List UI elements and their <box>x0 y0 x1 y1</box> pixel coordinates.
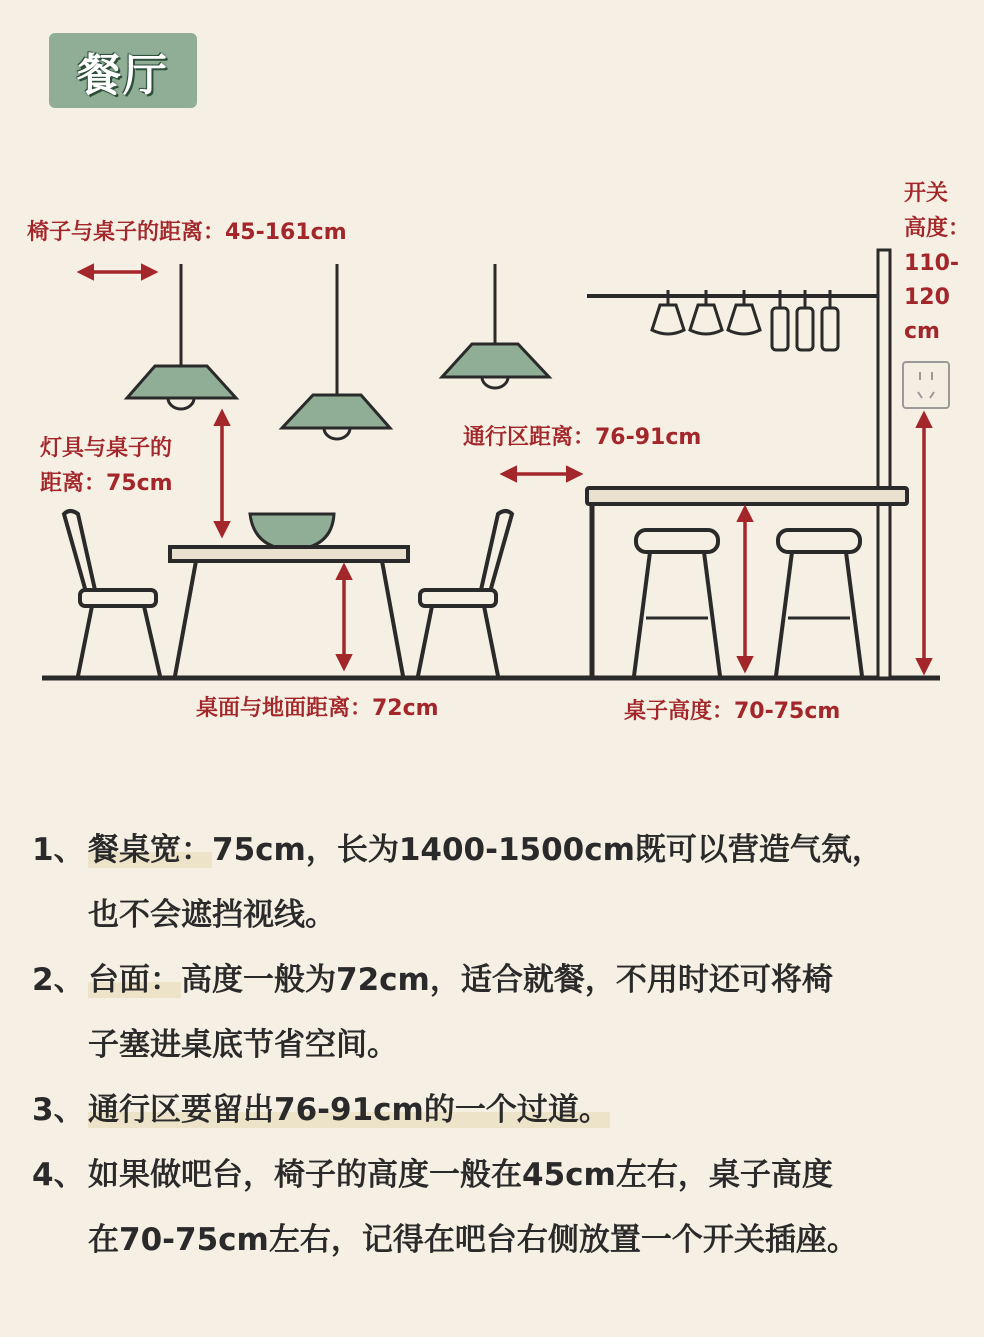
note-text-continued: 也不会遮挡视线。 <box>88 897 336 933</box>
label-table-floor-distance: 桌面与地面距离：72cm <box>196 696 439 721</box>
label-aisle-distance: 通行区距离：76-91cm <box>463 425 702 450</box>
label-switch-height-line3: 110- <box>904 251 960 276</box>
note-text: 75cm，长为1400-1500cm既可以营造气氛， <box>212 832 883 868</box>
dining-table <box>170 547 408 676</box>
note-number: 3、 <box>32 1092 85 1128</box>
note-key: 台面： <box>88 962 181 998</box>
label-switch-height-line1: 开关 <box>904 181 949 206</box>
page-title: 餐厅 <box>77 49 169 101</box>
pendant-lamp-1 <box>127 264 236 409</box>
bar-post <box>878 250 890 678</box>
glass-rack <box>587 290 880 350</box>
note-item-4 <box>32 1143 952 1273</box>
note-number: 4、 <box>32 1157 85 1193</box>
note-text-continued: 在70-75cm左右，记得在吧台右侧放置一个开关插座。 <box>88 1222 858 1258</box>
note-key: 餐桌宽： <box>88 832 212 868</box>
tall-glass <box>797 290 813 350</box>
note-number: 2、 <box>32 962 85 998</box>
wall-socket-icon <box>903 362 949 408</box>
note-item-3 <box>32 1078 952 1143</box>
label-lamp-table-distance-line2: 距离：75cm <box>40 471 173 496</box>
notes-list <box>32 818 952 1273</box>
pendant-lamp-2 <box>282 264 390 439</box>
note-number: 1、 <box>32 832 85 868</box>
label-switch-height-line5: cm <box>904 319 940 344</box>
bar-stool-1 <box>634 530 720 676</box>
note-item-1 <box>32 818 952 948</box>
label-lamp-table-distance-line1: 灯具与桌子的 <box>40 436 173 461</box>
note-text: 高度一般为72cm，适合就餐，不用时还可将椅 <box>181 962 833 998</box>
note-item-2 <box>32 948 952 1078</box>
pendant-lamp-3 <box>442 264 549 388</box>
note-text: 通行区要留出76-91cm的一个过道。 <box>88 1092 610 1128</box>
label-chair-table-distance: 椅子与桌子的距离：45-161cm <box>27 220 347 245</box>
bar-stool-2 <box>776 530 862 676</box>
label-switch-height-line4: 120 <box>904 285 950 310</box>
tall-glass <box>822 290 838 350</box>
bowl <box>250 514 334 550</box>
label-switch-height-line2: 高度： <box>904 216 971 241</box>
chair-left <box>64 511 160 676</box>
tall-glass <box>772 290 788 350</box>
note-text-continued: 子塞进桌底节省空间。 <box>88 1027 398 1063</box>
label-table-height: 桌子高度：70-75cm <box>624 699 841 724</box>
note-text: 如果做吧台，椅子的高度一般在45cm左右，桌子高度 <box>88 1157 833 1193</box>
chair-right <box>418 511 512 676</box>
